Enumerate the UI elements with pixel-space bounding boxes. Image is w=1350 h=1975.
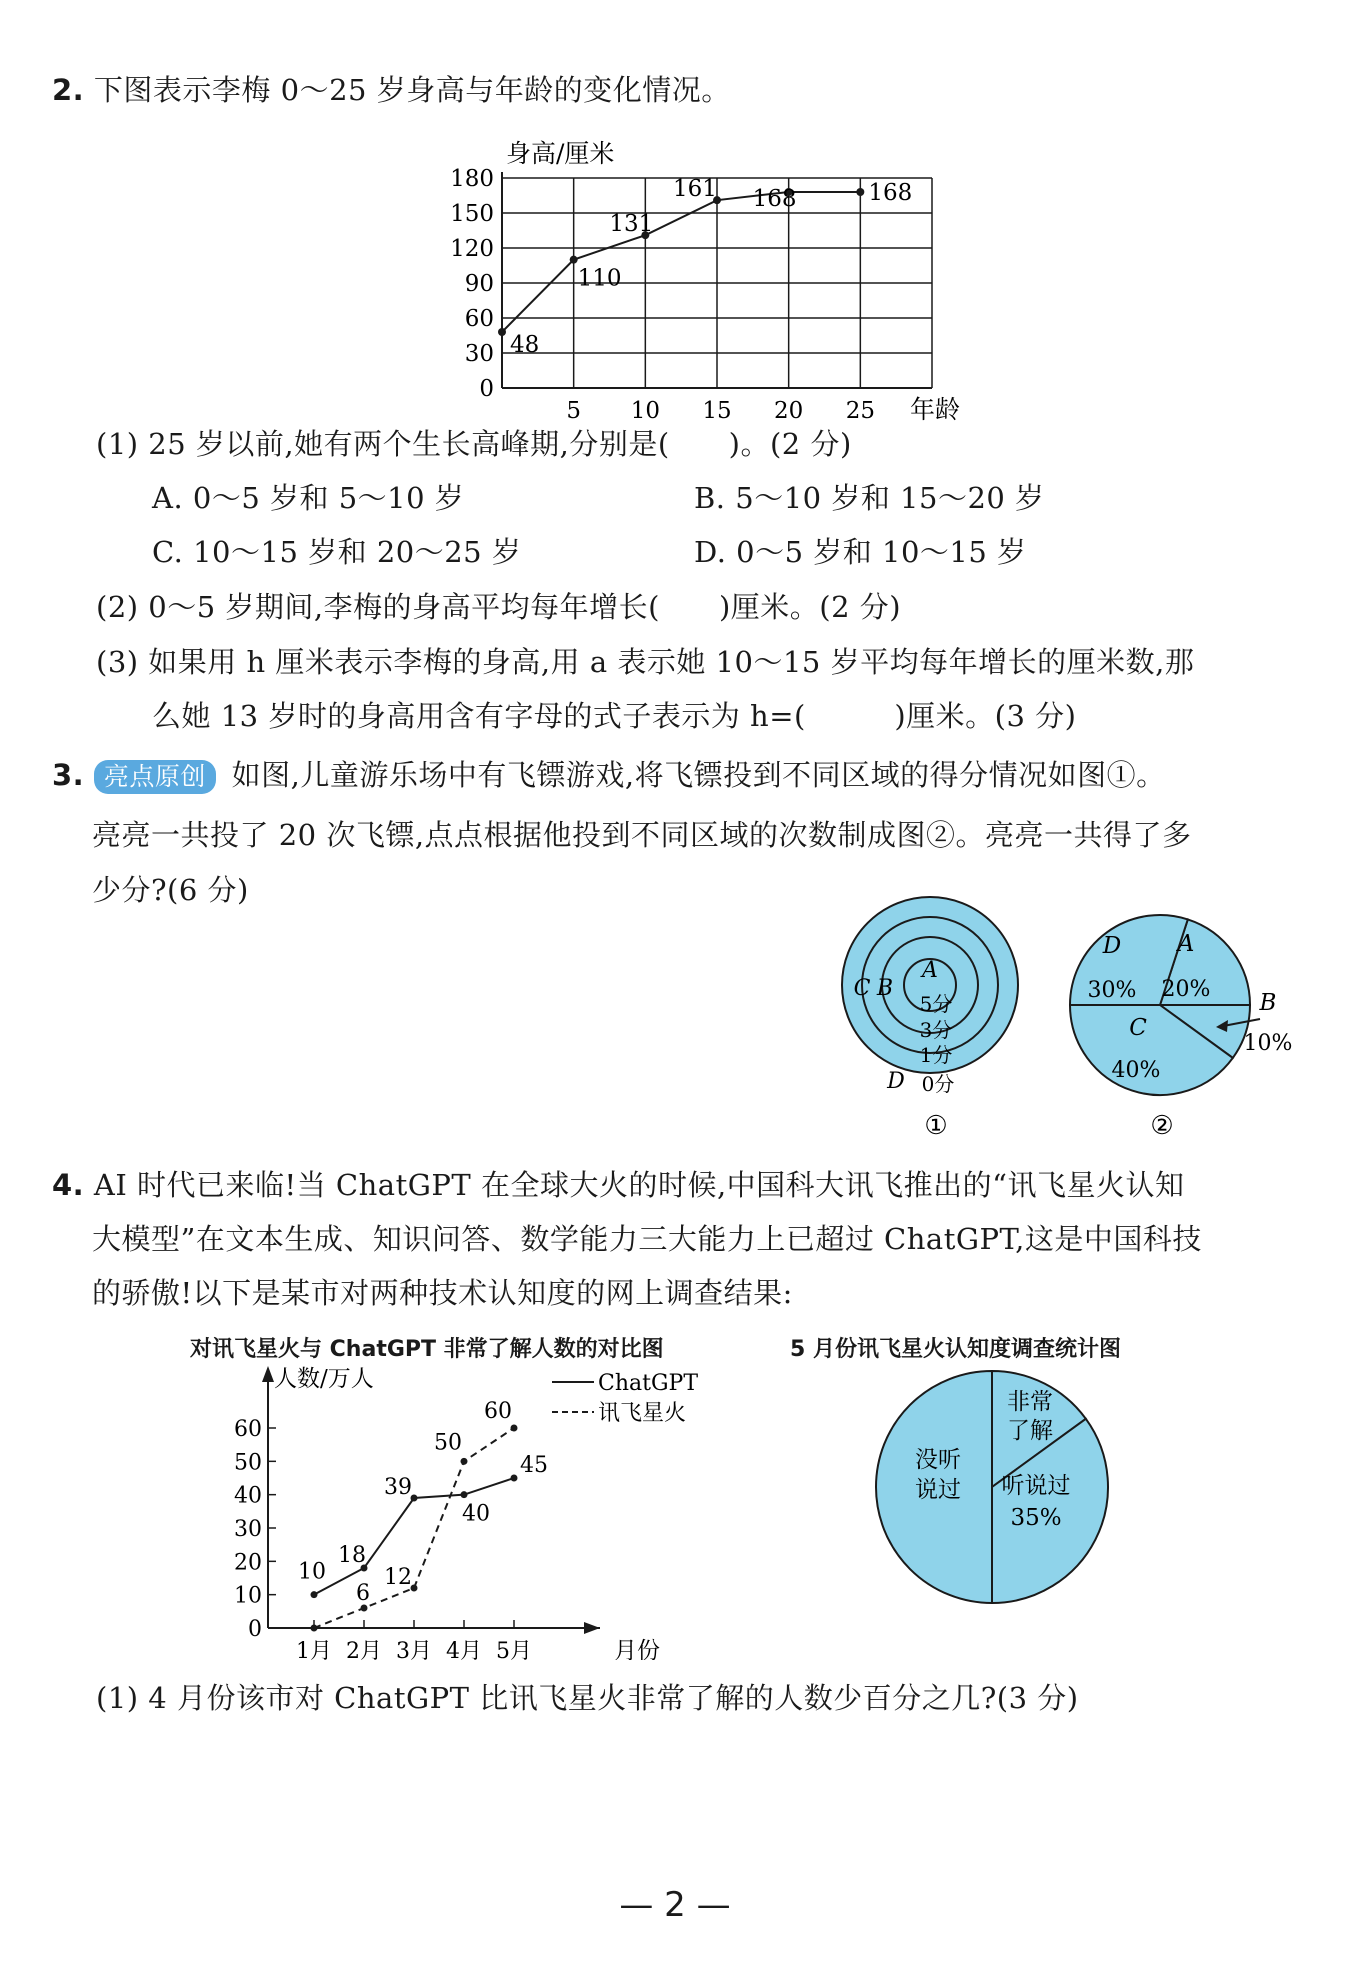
- page-number: — 2 —: [619, 1885, 731, 1925]
- q3-pie-pct-a: 20%: [1161, 977, 1211, 1002]
- q4-line3: 的骄傲!以下是某市对两种技术认知度的网上调查结果:: [92, 1276, 793, 1310]
- q3-pie-pct-c: 40%: [1111, 1058, 1161, 1083]
- q4-line-chart-title: 对讯飞星火与 ChatGPT 非常了解人数的对比图: [190, 1337, 664, 1362]
- q2-point-0: [498, 328, 506, 336]
- q2-option-a: A. 0～5 岁和 5～10 岁: [152, 481, 465, 515]
- target-label-a: A: [922, 958, 938, 983]
- q4-number: 4.: [52, 1168, 85, 1202]
- q4-label-s1-2: 12: [384, 1565, 412, 1590]
- q2-y-tick: 120: [450, 236, 494, 262]
- q3-line1: [52, 757, 1166, 795]
- q3-badge: 亮点原创: [94, 760, 216, 794]
- q2-label-2: 131: [609, 211, 654, 238]
- q4-point-s0-0: [311, 1591, 318, 1598]
- q4-point-s1-3: [461, 1458, 468, 1465]
- q2-y-tick: 60: [464, 306, 494, 332]
- q2-sub3-line1: (3) 如果用 h 厘米表示李梅的身高,用 a 表示她 10～15 岁平均每年增长的厘米数,那: [96, 645, 1195, 679]
- target-score-d: 0分: [921, 1072, 955, 1096]
- q4-data-labels: [298, 1399, 548, 1606]
- target-score-b: 3分: [919, 1018, 953, 1042]
- q2-x-tick: 15: [702, 398, 732, 424]
- q3-dart-target: [840, 895, 1020, 1145]
- q4-data-points: [311, 1425, 518, 1632]
- q4-pie-slices: [876, 1371, 1108, 1603]
- q3-line2: 亮亮一共投了 20 次飞镖,点点根据他投到不同区域的次数制成图②。亮亮一共得了多: [92, 818, 1192, 852]
- q2-label-1: 110: [577, 265, 622, 292]
- q2-sub3-line2: 么她 13 岁时的身高用含有字母的式子表示为 h=( )厘米。(3 分): [152, 699, 1077, 733]
- q4-y-tick: 20: [234, 1550, 262, 1576]
- q4-x-tick: 5月: [496, 1639, 532, 1660]
- q4-pie-chart-title: 5 月份讯飞星火认知度调查统计图: [790, 1337, 1121, 1362]
- q2-sub1: (1) 25 岁以前,她有两个生长高峰期,分别是( )。(2 分): [96, 427, 852, 461]
- q4-x-tick: 1月: [296, 1639, 332, 1660]
- q4-legend-chatgpt: ChatGPT: [598, 1371, 699, 1396]
- q4-label-s0-1: 18: [338, 1543, 366, 1568]
- q2-option-c: C. 10～15 岁和 20～25 岁: [152, 535, 522, 569]
- q4-line1: [52, 1167, 1185, 1205]
- q4-label-s0-4: 45: [520, 1453, 548, 1478]
- q2-label-5: 168: [868, 180, 913, 206]
- q4-line2: 大模型”在文本生成、知识问答、数学能力三大能力上已超过 ChatGPT,这是中国科技: [92, 1222, 1202, 1256]
- q4-pie-chart: [870, 1365, 1120, 1615]
- q3-pie-pct-d: 30%: [1087, 978, 1137, 1003]
- q2-y-tick: 30: [464, 341, 494, 367]
- q2-x-tick: 5: [566, 398, 581, 424]
- q2-x-tick: 20: [774, 398, 804, 424]
- q2-number: 2.: [52, 73, 85, 107]
- q2-y-tick: 180: [450, 166, 494, 192]
- q4-point-s1-4: [511, 1425, 518, 1432]
- q2-y-axis-label: 身高/厘米: [506, 139, 615, 168]
- q3-text1: 如图,儿童游乐场中有飞镖游戏,将飞镖投到不同区域的得分情况如图①。: [231, 758, 1166, 792]
- q4-x-axis-label: 月份: [614, 1638, 660, 1660]
- q2-x-tick: 10: [630, 398, 660, 424]
- q3-line3: 少分?(6 分): [92, 873, 249, 907]
- q2-data-points: [498, 188, 864, 336]
- q2-stem: 下图表示李梅 0～25 岁身高与年龄的变化情况。: [93, 73, 731, 107]
- q4-y-axis-label: 人数/万人: [274, 1366, 374, 1392]
- q3-pie-pct-b: 10%: [1243, 1031, 1293, 1056]
- q4-sub1: (1) 4 月份该市对 ChatGPT 比讯飞星火非常了解的人数少百分之几?(3 分): [96, 1681, 1079, 1715]
- q4-label-s0-2: 39: [384, 1475, 412, 1500]
- q2-point-1: [570, 256, 578, 264]
- q4-y-arrow: [262, 1366, 274, 1382]
- q4-text1: AI 时代已来临!当 ChatGPT 在全球大火的时候,中国科大讯飞推出的“讯飞星火认知: [93, 1168, 1185, 1202]
- q3-pie-cat-d: D: [1102, 933, 1122, 959]
- q4-y-tick: 0: [248, 1617, 262, 1642]
- q2-grid: [502, 178, 932, 388]
- q4-pie-label-0-1: 了解: [1007, 1418, 1053, 1444]
- target-score-c: 1分: [919, 1043, 953, 1067]
- q2-sub2: (2) 0～5 岁期间,李梅的身高平均每年增长( )厘米。(2 分): [96, 590, 902, 624]
- q4-pie-label-0-0: 非常: [1007, 1389, 1053, 1415]
- q4-y-tick: 40: [234, 1483, 262, 1509]
- q4-pie-label-2-0: 没听: [915, 1447, 961, 1473]
- q2-tick-labels: [450, 166, 875, 424]
- q4-series-1: [314, 1428, 514, 1628]
- q4-point-s0-4: [511, 1475, 518, 1482]
- q4-y-tick: 10: [234, 1583, 262, 1609]
- q4-legend: [552, 1371, 698, 1426]
- q2-x-tick: 25: [845, 398, 875, 424]
- q2-y-tick: 150: [450, 201, 494, 227]
- q3-pie-chart: [1050, 895, 1310, 1145]
- q4-y-tick: 60: [234, 1417, 262, 1442]
- q4-pie-label-1-0: 听说过: [1001, 1473, 1071, 1499]
- q3-pie-cat-c: C: [1129, 1015, 1147, 1041]
- q2-point-5: [856, 188, 864, 196]
- q3-pie-cat-b: B: [1259, 990, 1277, 1016]
- q4-label-s1-3: 50: [434, 1430, 462, 1456]
- q2-height-chart: [440, 130, 980, 430]
- q3-pie-caption: ②: [1150, 1111, 1174, 1141]
- q4-point-s1-0: [311, 1625, 318, 1632]
- q4-series-lines: [314, 1428, 514, 1628]
- q4-pie-label-2-1: 说过: [915, 1477, 961, 1503]
- q4-label-s0-3: 40: [462, 1501, 490, 1527]
- q2-y-tick: 90: [464, 271, 494, 297]
- q2-stem-line: [52, 72, 731, 110]
- q4-x-tick: 2月: [346, 1639, 382, 1660]
- q4-label-s1-4: 60: [484, 1399, 512, 1424]
- q4-y-tick: 30: [234, 1517, 262, 1542]
- q4-x-tick: 3月: [396, 1639, 432, 1660]
- q4-y-tick: 50: [234, 1450, 262, 1476]
- q4-x-arrow: [584, 1622, 600, 1634]
- target-caption: ①: [924, 1111, 948, 1141]
- q4-legend-xunfei: 讯飞星火: [598, 1401, 687, 1426]
- q4-label-s1-1: 6: [356, 1581, 370, 1606]
- q4-pie-label-1-1: 35%: [1010, 1505, 1062, 1531]
- q2-option-b: B. 5～10 岁和 15～20 岁: [694, 481, 1045, 515]
- q2-x-axis-label: 年龄: [910, 395, 961, 424]
- q2-label-4: 168: [752, 186, 797, 212]
- q4-label-s0-0: 10: [298, 1559, 326, 1585]
- q3-pie-cat-a: A: [1177, 931, 1195, 957]
- q2-label-0: 48: [510, 332, 540, 358]
- q2-label-3: 161: [673, 176, 717, 203]
- target-score-a: 5分: [919, 992, 953, 1016]
- q2-y-tick: 0: [479, 376, 494, 402]
- q3-number: 3.: [52, 758, 85, 792]
- target-label-c: C: [853, 976, 871, 1001]
- q4-point-s0-3: [461, 1491, 468, 1498]
- q4-x-tick: 4月: [446, 1639, 482, 1660]
- q2-option-d: D. 0～5 岁和 10～15 岁: [694, 535, 1027, 569]
- target-label-d: D: [887, 1069, 905, 1094]
- q4-line-chart: [200, 1360, 740, 1660]
- q4-tick-labels: [234, 1417, 532, 1660]
- target-label-b: B: [876, 976, 894, 1001]
